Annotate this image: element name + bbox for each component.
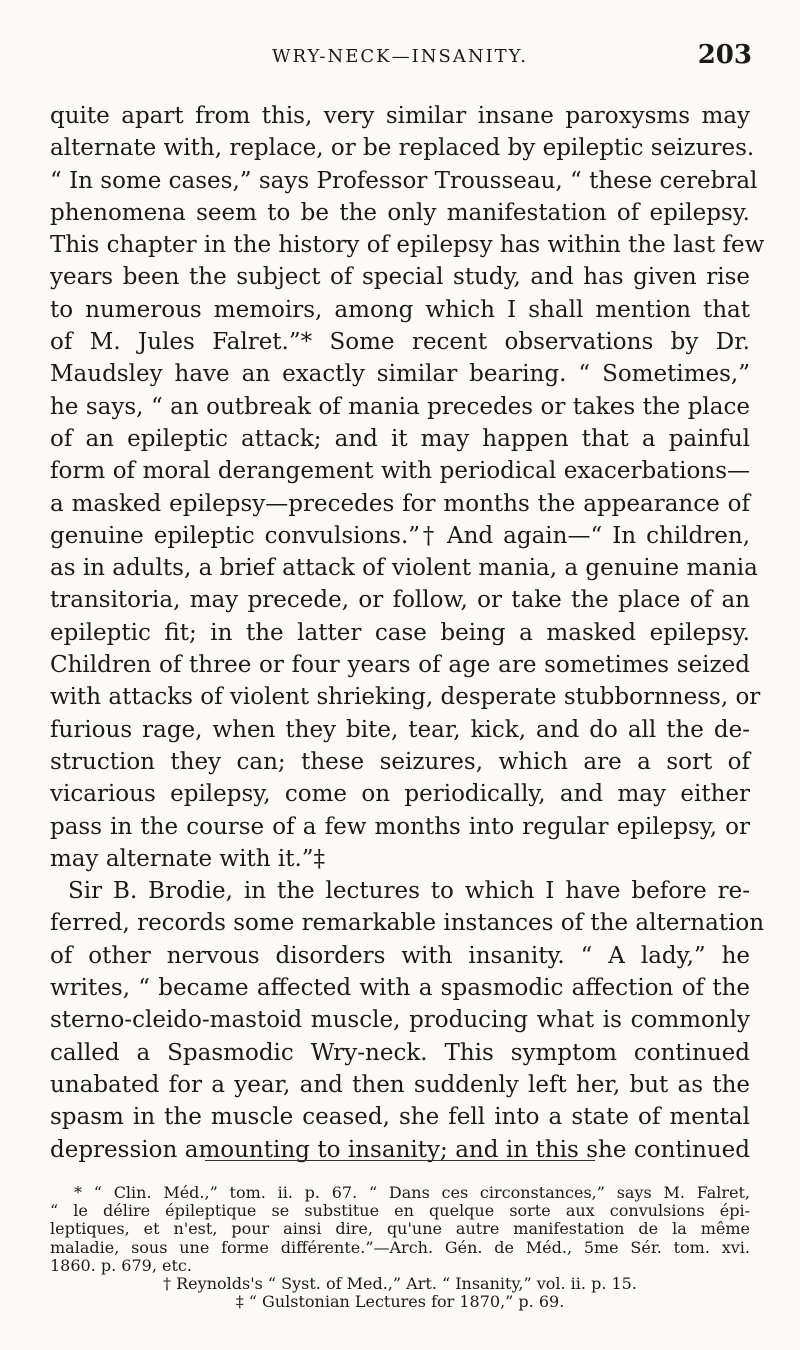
- footnote-divider: [205, 1160, 595, 1161]
- body-line: of an epileptic attack; and it may happen that a painful: [50, 425, 750, 452]
- body-line: pass in the course of a few months into regular epilepsy, or: [50, 813, 750, 840]
- body-line: with attacks of violent shrieking, desperate stubbornness, or: [50, 684, 761, 711]
- footnote-line: † Reynolds's “ Syst. of Med.,” Art. “ Insanity,” vol. ii. p. 15.: [163, 1274, 637, 1294]
- body-line: unabated for a year, and then suddenly left her, but as the: [50, 1071, 750, 1098]
- running-title: WRY-NECK—INSANITY.: [272, 46, 528, 67]
- footnote-line: 1860. p. 679, etc.: [50, 1255, 192, 1275]
- footnote-line: * “ Clin. Méd.,” tom. ii. p. 67. “ Dans ces circonstances,” says M. Falret,: [74, 1183, 750, 1202]
- body-line: depression amounting to insanity; and in this she continued: [50, 1136, 750, 1163]
- page-number: 203: [697, 40, 752, 70]
- body-line: Maudsley have an exactly similar bearing. “ Sometimes,”: [50, 361, 750, 388]
- body-line: as in adults, a brief attack of violent mania, a genuine mania: [50, 555, 758, 582]
- body-line: ferred, records some remarkable instances of the alternation: [50, 910, 765, 937]
- body-line: This chapter in the history of epilepsy has within the last few: [50, 232, 765, 259]
- body-line: quite apart from this, very similar insane paroxysms may: [50, 103, 750, 129]
- footnote-line: leptiques, et n'est, pour ainsi dire, qu'une autre manifestation de la même: [50, 1219, 750, 1239]
- body-line: he says, “ an outbreak of mania precedes or takes the place: [50, 393, 750, 420]
- body-line: phenomena seem to be the only manifestation of epilepsy.: [50, 199, 750, 226]
- footnotes: [50, 1184, 750, 1311]
- page-header: [48, 40, 752, 76]
- body-line: of M. Jules Falret.”* Some recent observations by Dr.: [50, 329, 750, 356]
- footnote-line: maladie, sous une forme différente.”—Arch. Gén. de Méd., 5me Sér. tom. xvi.: [50, 1237, 750, 1257]
- body-line: a masked epilepsy—precedes for months the appearance of: [50, 490, 750, 517]
- body-line: writes, “ became affected with a spasmodic affection of the: [50, 975, 750, 1002]
- body-line: years been the subject of special study, and has given rise: [50, 264, 750, 291]
- body-line: “ In some cases,” says Professor Trousseau, “ these cerebral: [50, 167, 758, 194]
- body-line: Children of three or four years of age are sometimes seized: [50, 652, 750, 679]
- body-line: struction they can; these seizures, which are a sort of: [50, 748, 750, 775]
- body-line: transitoria, may precede, or follow, or take the place of an: [50, 587, 750, 614]
- body-line: genuine epileptic convulsions.”† And again—“ In children,: [50, 522, 750, 549]
- body-line: called a Spasmodic Wry-neck. This symptom continued: [50, 1039, 750, 1066]
- body-text: [50, 100, 765, 1166]
- body-line: to numerous memoirs, among which I shall mention that: [50, 296, 750, 323]
- body-line: may alternate with it.”‡: [50, 845, 326, 872]
- body-line: Sir B. Brodie, in the lectures to which I have before re-: [68, 878, 750, 905]
- body-line: sterno-cleido-mastoid muscle, producing what is commonly: [50, 1007, 750, 1034]
- body-line: alternate with, replace, or be replaced by epileptic seizures.: [50, 135, 755, 162]
- body-line: of other nervous disorders with insanity. “ A lady,” he: [50, 942, 750, 969]
- body-line: form of moral derangement with periodical exacerbations—: [50, 458, 750, 485]
- body-line: spasm in the muscle ceased, she fell into a state of mental: [50, 1104, 750, 1131]
- footnote-line: ‡ “ Gulstonian Lectures for 1870,” p. 69.: [235, 1292, 565, 1312]
- body-line: furious rage, when they bite, tear, kick, and do all the de-: [50, 716, 750, 743]
- body-line: vicarious epilepsy, come on periodically, and may either: [50, 781, 750, 808]
- body-line: epileptic fit; in the latter case being a masked epilepsy.: [50, 619, 750, 646]
- footnote-line: “ le délire épileptique se substitue en quelque sorte aux convulsions épi-: [50, 1201, 750, 1221]
